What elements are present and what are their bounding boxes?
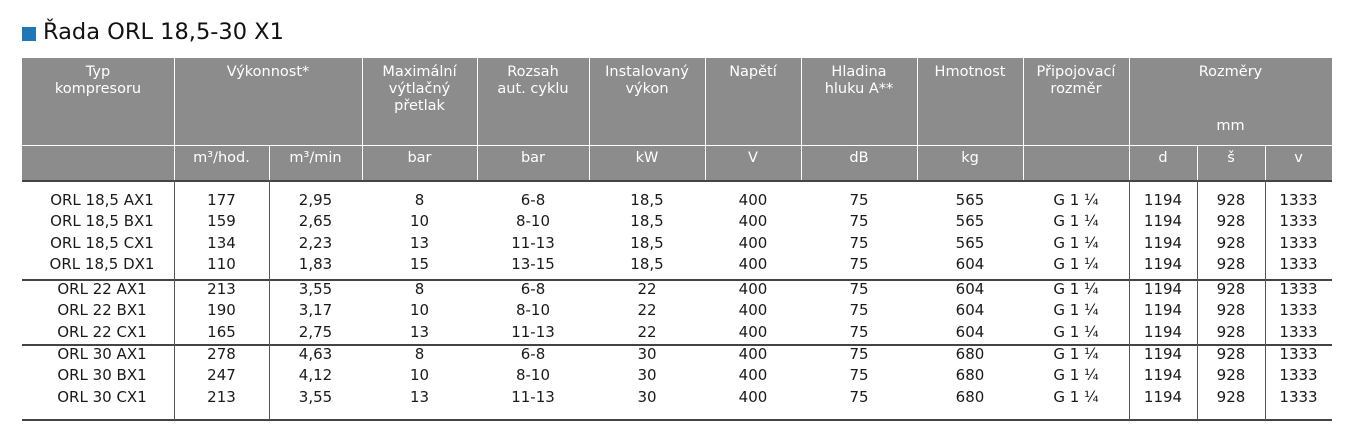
cell-s-g1: 928 928 928 928 <box>1216 191 1246 273</box>
cell-d-g2: 1194 1194 1194 <box>1143 280 1183 341</box>
header-hladina: Hladina hluku A** <box>824 64 894 97</box>
cell-vyk1-g1: 177 159 134 110 <box>207 191 236 273</box>
hdr-divider <box>1129 58 1130 180</box>
cell-rozsah-g3: 6-8 8-10 11-13 <box>511 345 555 406</box>
cell-vykon-g3: 30 30 30 <box>637 345 657 406</box>
cell-s-g3: 928 928 928 <box>1216 345 1246 406</box>
cell-vyk2-g2: 3,55 3,17 2,75 <box>298 280 333 341</box>
cell-typ-g1: ORL 18,5 AX1 ORL 18,5 BX1 ORL 18,5 CX1 ORL 18,5 DX1 <box>49 191 155 273</box>
cell-v-g3: 1333 1333 1333 <box>1279 345 1318 406</box>
header-napeti: Napětí <box>729 64 777 80</box>
table-header <box>22 58 1332 180</box>
header-hmotnost: Hmotnost <box>934 64 1006 80</box>
header-vykonnost: Výkonnost* <box>226 64 310 80</box>
cell-tlak-g3: 8 10 13 <box>409 345 430 406</box>
section-title <box>22 14 284 50</box>
cell-vyk2-g1: 2,95 2,65 2,23 1,83 <box>298 191 333 273</box>
cell-vyk1-g3: 278 247 213 <box>207 345 236 406</box>
cell-napeti-g2: 400 400 400 <box>738 280 768 341</box>
unit-s: š <box>1227 150 1235 166</box>
header-pripoj: Připojovací rozměr <box>1036 64 1116 97</box>
cell-hluk-g3: 75 75 75 <box>849 345 869 406</box>
cell-vyk1-g2: 213 190 165 <box>207 280 236 341</box>
unit-d: d <box>1158 150 1168 166</box>
hdr-divider <box>477 58 478 180</box>
hdr-divider <box>917 58 918 180</box>
hdr-divider <box>1023 58 1024 180</box>
hdr-divider <box>705 58 706 180</box>
cell-tlak-g2: 8 10 13 <box>409 280 430 341</box>
unit-tlak: bar <box>407 150 432 166</box>
hdr-divider <box>801 58 802 180</box>
cell-rozsah-g2: 6-8 8-10 11-13 <box>511 280 555 341</box>
unit-hluk: dB <box>849 150 869 166</box>
cell-vyk2-g3: 4,63 4,12 3,55 <box>298 345 333 406</box>
header-rozmery-unit: mm <box>1216 118 1245 134</box>
hdr-subdivider <box>269 145 270 180</box>
header-typ: Typ kompresoru <box>54 64 142 97</box>
unit-vykon: kW <box>635 150 659 166</box>
cell-hluk-g2: 75 75 75 <box>849 280 869 341</box>
cell-v-g2: 1333 1333 1333 <box>1279 280 1318 341</box>
cell-v-g1: 1333 1333 1333 1333 <box>1279 191 1318 273</box>
cell-rozsah-g1: 6-8 8-10 11-13 13-15 <box>511 191 555 273</box>
cell-pripoj-g2: G 1 ¼ G 1 ¼ G 1 ¼ <box>1053 280 1099 341</box>
unit-vyk1: m³/hod. <box>193 150 250 166</box>
cell-s-g2: 928 928 928 <box>1216 280 1246 341</box>
table-body <box>22 180 1332 420</box>
cell-napeti-g1: 400 400 400 400 <box>738 191 768 273</box>
unit-vyk2: m³/min <box>289 150 342 166</box>
header-rozmery: Rozměry <box>1198 64 1263 80</box>
unit-napeti: V <box>748 150 758 166</box>
cell-hmot-g2: 604 604 604 <box>955 280 985 341</box>
cell-napeti-g3: 400 400 400 <box>738 345 768 406</box>
header-instal: Instalovaný výkon <box>605 64 689 97</box>
hdr-divider <box>589 58 590 180</box>
cell-hluk-g1: 75 75 75 75 <box>849 191 869 273</box>
cell-pripoj-g1: G 1 ¼ G 1 ¼ G 1 ¼ G 1 ¼ <box>1053 191 1099 273</box>
header-rozsah: Rozsah aut. cyklu <box>497 64 569 97</box>
cell-typ-g2: ORL 22 AX1 ORL 22 BX1 ORL 22 CX1 <box>57 280 147 341</box>
cell-hmot-g3: 680 680 680 <box>955 345 985 406</box>
cell-pripoj-g3: G 1 ¼ G 1 ¼ G 1 ¼ <box>1053 345 1099 406</box>
table-bottom-line <box>22 419 1332 421</box>
hdr-unit-line <box>22 145 1332 146</box>
group-separator <box>22 180 1332 182</box>
cell-d-g1: 1194 1194 1194 1194 <box>1143 191 1183 273</box>
header-max-tlak: Maximální výtlačný přetlak <box>382 64 457 114</box>
hdr-subdivider <box>1197 145 1198 180</box>
cell-hmot-g1: 565 565 565 604 <box>955 191 985 273</box>
hdr-subdivider <box>1265 145 1266 180</box>
cell-d-g3: 1194 1194 1194 <box>1143 345 1183 406</box>
hdr-divider <box>362 58 363 180</box>
unit-rozsah: bar <box>520 150 546 166</box>
unit-hmot: kg <box>961 150 979 166</box>
cell-tlak-g1: 8 10 13 15 <box>409 191 430 273</box>
cell-vykon-g1: 18,5 18,5 18,5 18,5 <box>630 191 664 273</box>
cell-vykon-g2: 22 22 22 <box>637 280 657 341</box>
cell-typ-g3: ORL 30 AX1 ORL 30 BX1 ORL 30 CX1 <box>57 345 147 406</box>
title-text: Řada ORL 18,5-30 X1 <box>43 19 284 45</box>
hdr-divider <box>174 58 175 180</box>
spec-table <box>22 58 1332 420</box>
unit-v: v <box>1294 150 1303 166</box>
title-square-icon <box>22 27 36 41</box>
